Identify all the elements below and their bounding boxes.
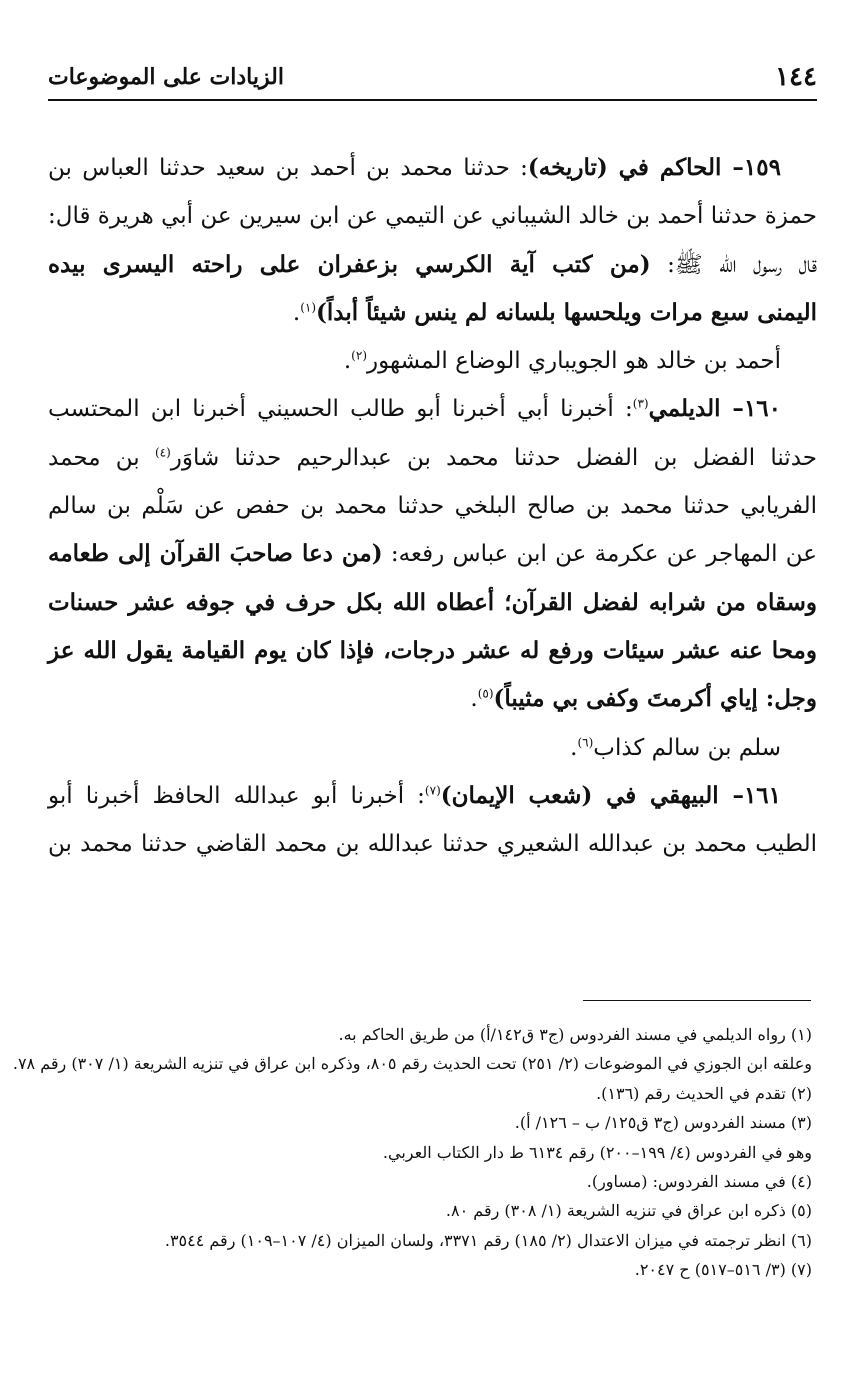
footnotes — [12, 1020, 812, 1285]
page-number: ١٤٤ — [775, 62, 817, 92]
text-line — [48, 434, 817, 482]
hadith-text: (من كتب آية الكرسي بزعفران على راحته اليسرى بيده — [48, 250, 651, 278]
text-span: : حدثنا محمد بن أحمد بن سعيد حدثنا العباس بن — [48, 155, 528, 181]
text-span: بن محمد — [48, 444, 155, 471]
page-header — [48, 55, 817, 101]
footnote: (٢) تقدم في الحديث رقم (١٣٦). — [596, 1083, 812, 1103]
footnote: وعلقه ابن الجوزي في الموضوعات (٢/ ٢٥١) تحت الحديث رقم ٨٠٥، وذكره ابن عراق في تنزيه الشريعة (١/ ٣٠٧) رقم ٧٨. — [12, 1054, 812, 1074]
hadith-source: ١٦١– البيهقي في (شعب الإيمان) — [440, 781, 782, 809]
hadith-text: ومحا عنه عشر سيئات ورفع له عشر درجات، فإذا كان يوم القيامة يقول الله عز — [48, 636, 817, 664]
text-span: . — [470, 686, 478, 713]
hadith-text: اليمنى سبع مرات ويلحسها بلسانه لم ينس شيئاً أبداً) — [316, 298, 817, 326]
hadith-text: وسقاه من شرابه لفضل القرآن؛ أعطاه الله بكل حرف في جوفه عشر حسنات — [48, 588, 817, 616]
footnote: (٧) (٣/ ٥١٦–٥١٧) ح ٢٠٤٧. — [634, 1260, 812, 1280]
text-span: حدثنا الفضل بن الفضل حدثنا محمد بن عبدالرحيم حدثنا شاوَر — [170, 444, 817, 471]
footnote: (٥) ذكره ابن عراق في تنزيه الشريعة (١/ ٣٠٨) رقم ٨٠. — [445, 1201, 812, 1221]
footnote-ref: (٤) — [154, 445, 171, 460]
footnote-ref: (٥) — [477, 686, 494, 701]
footnote: (٤) في مسند الفردوس: (مساور). — [586, 1171, 812, 1191]
text-line — [48, 772, 817, 820]
footnote-ref: (٢) — [351, 348, 367, 363]
text-line — [48, 675, 817, 723]
text-span: عن المهاجر عن عكرمة عن ابن عباس رفعه: — [382, 541, 817, 568]
text-line — [48, 579, 817, 627]
footnote-ref: (٧) — [424, 783, 441, 798]
text-span: : أخبرنا أبي أخبرنا أبو طالب الحسيني أخبرنا ابن المحتسب — [48, 396, 633, 423]
footnote-ref: (٣) — [632, 396, 649, 411]
footnote: (٦) انظر ترجمته في ميزان الاعتدال (٢/ ١٨٥) رقم ٣٣٧١، ولسان الميزان (٤/ ١٠٧–١٠٩) رقم ٣٥٤٤. — [164, 1230, 812, 1250]
text-line — [48, 144, 817, 192]
footnote-separator — [583, 1000, 811, 1001]
footnote: (٣) مسند الفردوس (ج٣ ق١٢٥/ ب – ١٢٦/ أ). — [514, 1113, 812, 1133]
footnote: (١) رواه الديلمي في مسند الفردوس (ج٣ ق١٤٢/أ) من طريق الحاكم به. — [338, 1025, 812, 1044]
text-span: . — [343, 348, 352, 375]
main-text — [48, 144, 817, 868]
hadith-source: ١٥٩– الحاكم في (تاريخه) — [527, 154, 781, 181]
text-line: الفريابي حدثنا محمد بن صالح البلخي حدثنا محمد بن حفص عن سَلْم بن سالم — [48, 493, 817, 520]
text-line — [48, 289, 817, 337]
text-span: سلم بن سالم كذاب — [593, 734, 781, 761]
text-span: أحمد بن خالد هو الجويباري الوضاع المشهور — [367, 348, 781, 375]
footnote-ref: (٦) — [577, 734, 594, 749]
hadith-source: ١٦٠– الديلمي — [648, 395, 781, 423]
text-span: . — [570, 734, 578, 761]
footnote: وهو في الفردوس (٤/ ١٩٩–٢٠٠) رقم ٦١٣٤ ط دار الكتاب العربي. — [382, 1142, 812, 1162]
text-span: : أخبرنا أبو عبدالله الحافظ أخبرنا أبو — [48, 782, 425, 809]
hadith-text: وجل: إياي أكرمتَ وكفى بي مثيباً) — [493, 685, 817, 713]
text-line — [48, 530, 817, 578]
text-line: الطيب محمد بن عبدالله الشعيري حدثنا عبدالله بن محمد القاضي حدثنا محمد بن — [48, 831, 817, 858]
text-line — [48, 385, 817, 433]
hadith-text: (من دعا صاحبَ القرآن إلى طعامه — [48, 540, 383, 568]
running-title: الزيادات على الموضوعات — [48, 64, 284, 90]
text-line — [48, 724, 817, 772]
text-span: . — [292, 299, 301, 326]
text-line — [48, 627, 817, 675]
text-line: حمزة حدثنا أحمد بن خالد الشيباني عن التيمي عن ابن سيرين عن أبي هريرة قال: — [48, 203, 817, 230]
text-span: قال رسول الله ﷺ: — [650, 251, 817, 278]
text-line — [48, 337, 817, 385]
text-line — [48, 241, 817, 289]
footnote-ref: (١) — [300, 300, 317, 315]
